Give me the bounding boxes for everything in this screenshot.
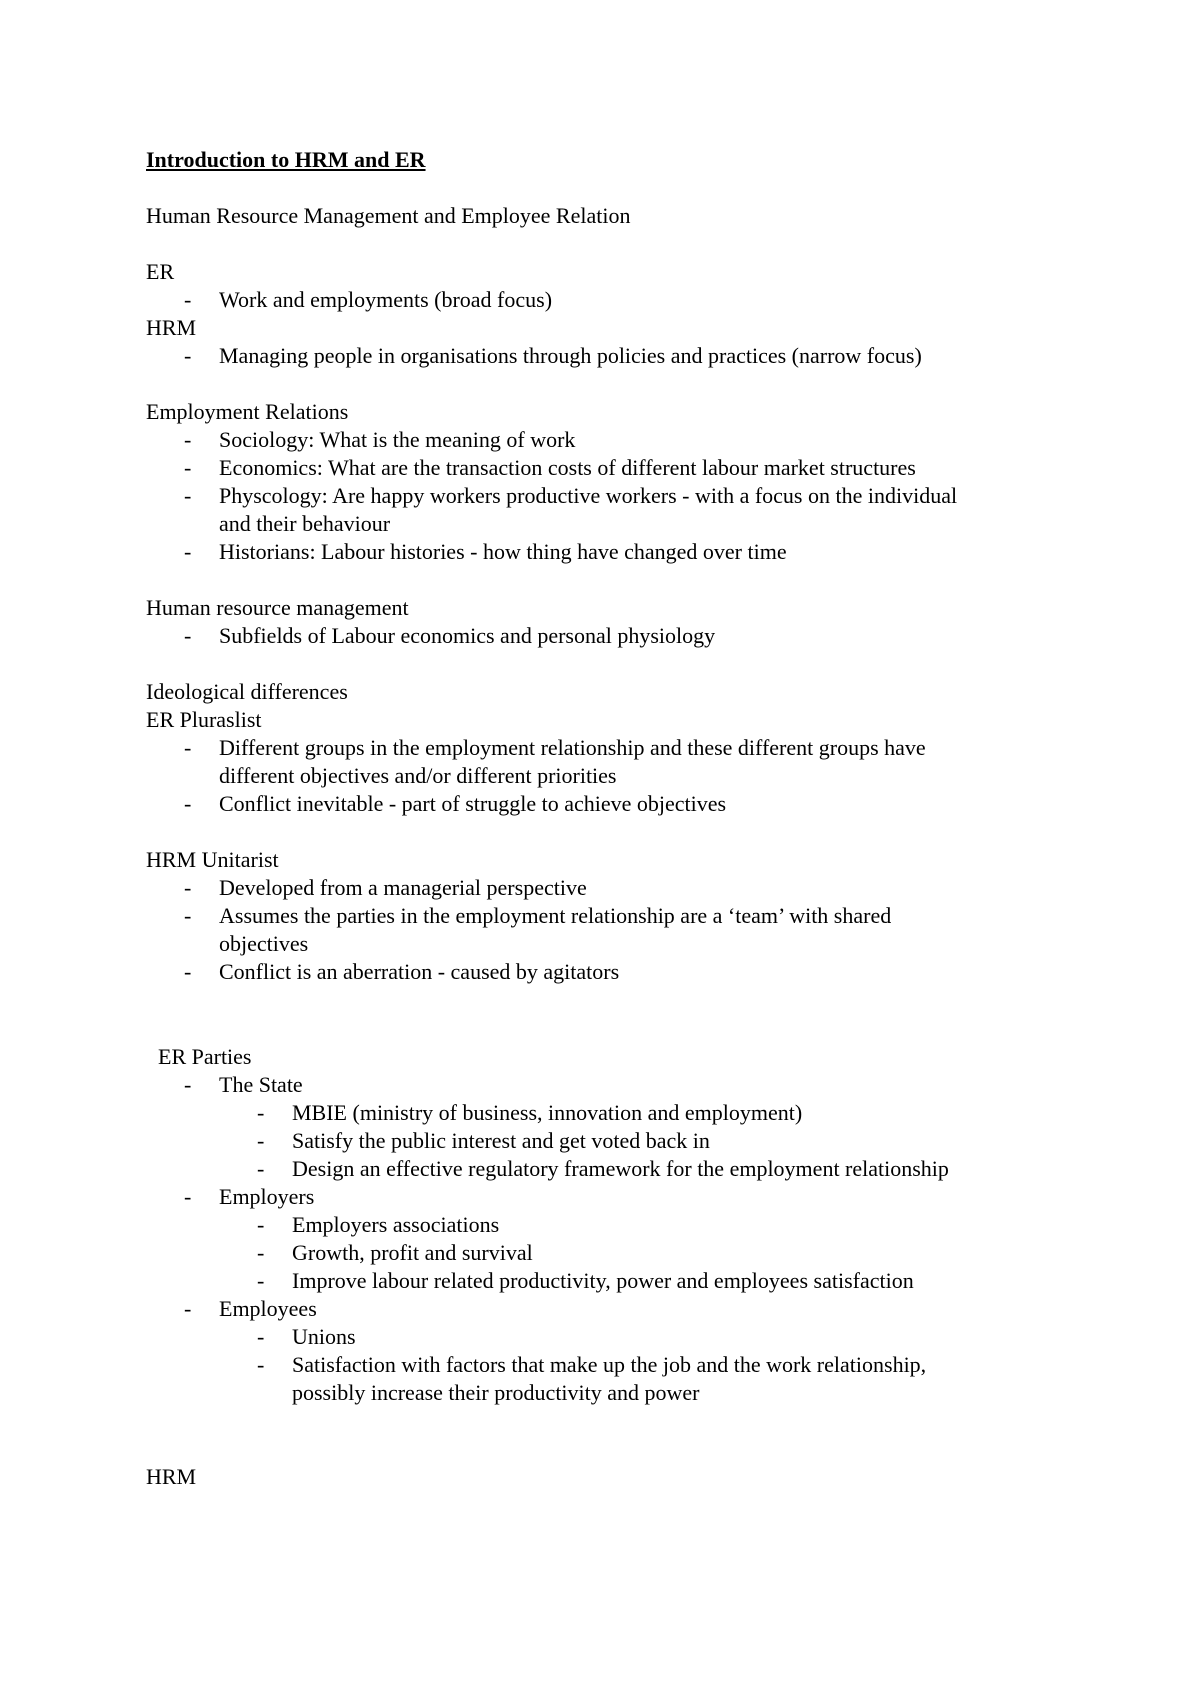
document-title: Introduction to HRM and ER bbox=[146, 147, 426, 172]
heading-employment-relations: Employment Relations bbox=[146, 399, 349, 424]
bullet-dash: - bbox=[257, 1268, 265, 1293]
bullet-dash: - bbox=[184, 1072, 192, 1097]
heading-er-pluralist: ER Pluraslist bbox=[146, 707, 262, 732]
bullet-dash: - bbox=[184, 343, 192, 368]
heading-er-parties: ER Parties bbox=[158, 1044, 252, 1069]
list-item: Subfields of Labour economics and personal physiology bbox=[219, 623, 716, 648]
list-item: Conflict is an aberration - caused by agitators bbox=[219, 959, 620, 984]
list-item: Physcology: Are happy workers productive workers - with a focus on the individual bbox=[219, 483, 958, 508]
list-item-continuation: objectives bbox=[219, 931, 309, 956]
list-item: Improve labour related productivity, power and employees satisfaction bbox=[292, 1268, 914, 1293]
list-item-continuation: possibly increase their productivity and power bbox=[292, 1380, 700, 1405]
bullet-dash: - bbox=[184, 623, 192, 648]
bullet-dash: - bbox=[184, 791, 192, 816]
bullet-dash: - bbox=[184, 427, 192, 452]
list-item: Satisfaction with factors that make up the job and the work relationship, bbox=[292, 1352, 927, 1377]
list-item: Employers associations bbox=[292, 1212, 500, 1237]
bullet-dash: - bbox=[184, 455, 192, 480]
list-item: Satisfy the public interest and get voted back in bbox=[292, 1128, 710, 1153]
list-item: Design an effective regulatory framework for the employment relationship bbox=[292, 1156, 949, 1181]
bullet-dash: - bbox=[184, 1296, 192, 1321]
list-item: Conflict inevitable - part of struggle to achieve objectives bbox=[219, 791, 727, 816]
document-subtitle: Human Resource Management and Employee Relation bbox=[146, 203, 631, 228]
bullet-dash: - bbox=[184, 959, 192, 984]
list-item: Growth, profit and survival bbox=[292, 1240, 533, 1265]
subheading-the-state: The State bbox=[219, 1072, 303, 1097]
bullet-dash: - bbox=[184, 735, 192, 760]
bullet-dash: - bbox=[184, 483, 192, 508]
list-item: Historians: Labour histories - how thing have changed over time bbox=[219, 539, 787, 564]
heading-ideological-differences: Ideological differences bbox=[146, 679, 348, 704]
bullet-dash: - bbox=[184, 1184, 192, 1209]
list-item: Unions bbox=[292, 1324, 356, 1349]
subheading-employers: Employers bbox=[219, 1184, 315, 1209]
list-item: Assumes the parties in the employment relationship are a ‘team’ with shared bbox=[219, 903, 892, 928]
list-item-continuation: and their behaviour bbox=[219, 511, 391, 536]
heading-hrm-final: HRM bbox=[146, 1464, 197, 1489]
heading-er: ER bbox=[146, 259, 175, 284]
list-item: Managing people in organisations through policies and practices (narrow focus) bbox=[219, 343, 922, 368]
bullet-dash: - bbox=[184, 287, 192, 312]
heading-hrm: HRM bbox=[146, 315, 197, 340]
bullet-dash: - bbox=[257, 1100, 265, 1125]
list-item: Different groups in the employment relationship and these different groups have bbox=[219, 735, 926, 760]
list-item: Sociology: What is the meaning of work bbox=[219, 427, 576, 452]
list-item: Work and employments (broad focus) bbox=[219, 287, 553, 312]
heading-human-resource-management: Human resource management bbox=[146, 595, 409, 620]
bullet-dash: - bbox=[184, 875, 192, 900]
bullet-dash: - bbox=[184, 539, 192, 564]
bullet-dash: - bbox=[257, 1352, 265, 1377]
list-item-continuation: different objectives and/or different priorities bbox=[219, 763, 617, 788]
bullet-dash: - bbox=[257, 1156, 265, 1181]
list-item: Developed from a managerial perspective bbox=[219, 875, 587, 900]
bullet-dash: - bbox=[184, 903, 192, 928]
bullet-dash: - bbox=[257, 1128, 265, 1153]
list-item: Economics: What are the transaction costs of different labour market structures bbox=[219, 455, 916, 480]
heading-hrm-unitarist: HRM Unitarist bbox=[146, 847, 279, 872]
bullet-dash: - bbox=[257, 1240, 265, 1265]
bullet-dash: - bbox=[257, 1324, 265, 1349]
subheading-employees: Employees bbox=[219, 1296, 317, 1321]
bullet-dash: - bbox=[257, 1212, 265, 1237]
list-item: MBIE (ministry of business, innovation and employment) bbox=[292, 1100, 803, 1125]
